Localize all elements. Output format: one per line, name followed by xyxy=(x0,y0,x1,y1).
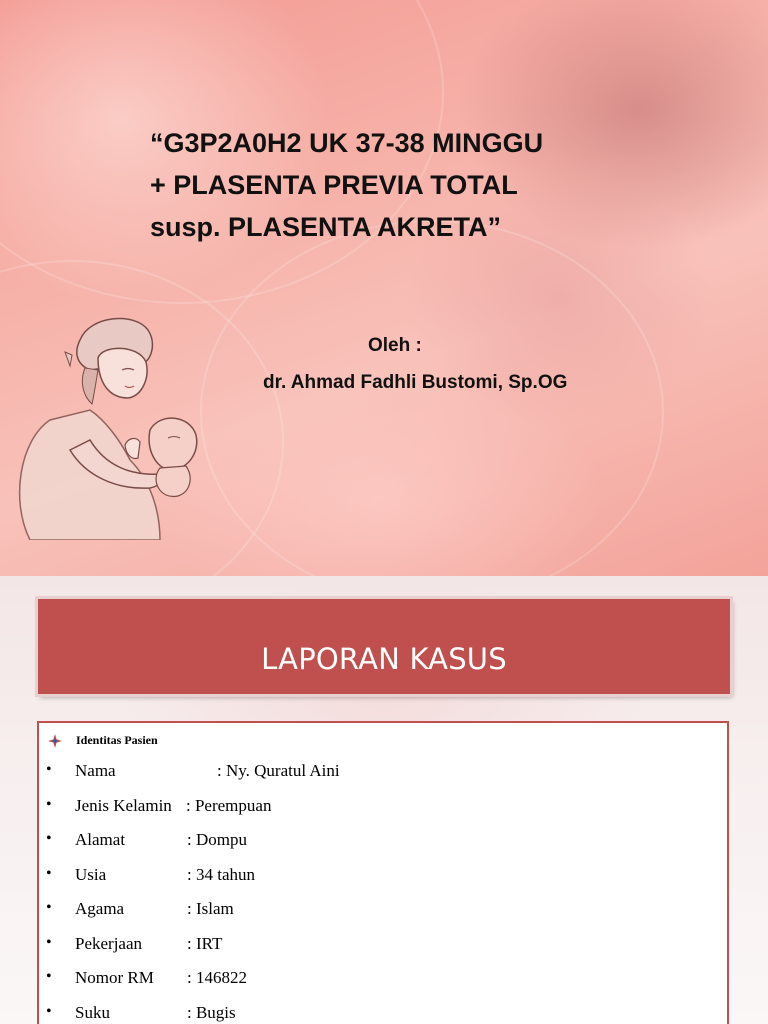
field-value: : Islam xyxy=(187,899,234,918)
field-value: : Bugis xyxy=(187,1002,236,1022)
bullet: • xyxy=(46,968,52,985)
list-item xyxy=(39,865,727,900)
section-heading xyxy=(48,733,158,748)
by-label: Oleh : xyxy=(368,335,422,356)
field-label: Nomor RM xyxy=(75,968,154,987)
field-value: : Dompu xyxy=(187,830,247,849)
bullet: • xyxy=(46,899,52,916)
bullet: • xyxy=(46,864,52,882)
patient-identity-box xyxy=(37,721,729,1024)
list-item xyxy=(39,796,727,831)
field-label: Nama xyxy=(75,761,116,780)
field-value: : 146822 xyxy=(187,968,247,987)
author-name: dr. Ahmad Fadhli Bustomi, Sp.OG xyxy=(263,372,568,393)
banner-title: LAPORAN KASUS xyxy=(261,642,507,676)
field-label: Suku xyxy=(75,1002,110,1022)
field-label: Pekerjaan xyxy=(75,933,143,953)
field-value: : IRT xyxy=(187,933,223,953)
bullet: • xyxy=(46,830,52,847)
slide-title-line: “G3P2A0H2 UK 37-38 MINGGU xyxy=(150,128,544,158)
list-item xyxy=(39,934,727,969)
bullet: • xyxy=(46,933,52,951)
slide-title-line: susp. PLASENTA AKRETA” xyxy=(150,212,502,242)
field-label: Agama xyxy=(75,899,125,918)
field-label: Alamat xyxy=(75,830,126,849)
bullet: • xyxy=(46,1002,52,1020)
list-item xyxy=(39,899,727,934)
mother-and-baby-illustration xyxy=(10,300,210,540)
title-banner xyxy=(38,599,730,694)
field-value: : Ny. Quratul Aini xyxy=(217,761,340,780)
field-label: Usia xyxy=(75,864,107,884)
list-item xyxy=(39,968,727,1003)
four-point-star-icon xyxy=(48,734,62,748)
list-item xyxy=(39,761,727,796)
patient-fields-list xyxy=(39,761,727,1024)
bullet: • xyxy=(46,761,52,778)
slide-title xyxy=(150,122,730,248)
slide-title-line: + PLASENTA PREVIA TOTAL xyxy=(150,170,518,200)
list-item xyxy=(39,1003,727,1024)
bullet: • xyxy=(46,795,52,813)
field-label: Jenis Kelamin xyxy=(75,795,172,815)
field-value: : 34 tahun xyxy=(187,864,255,884)
case-report-slide xyxy=(0,576,768,1024)
field-value: : Perempuan xyxy=(186,795,272,815)
section-label: Identitas Pasien xyxy=(76,733,158,747)
list-item xyxy=(39,830,727,865)
